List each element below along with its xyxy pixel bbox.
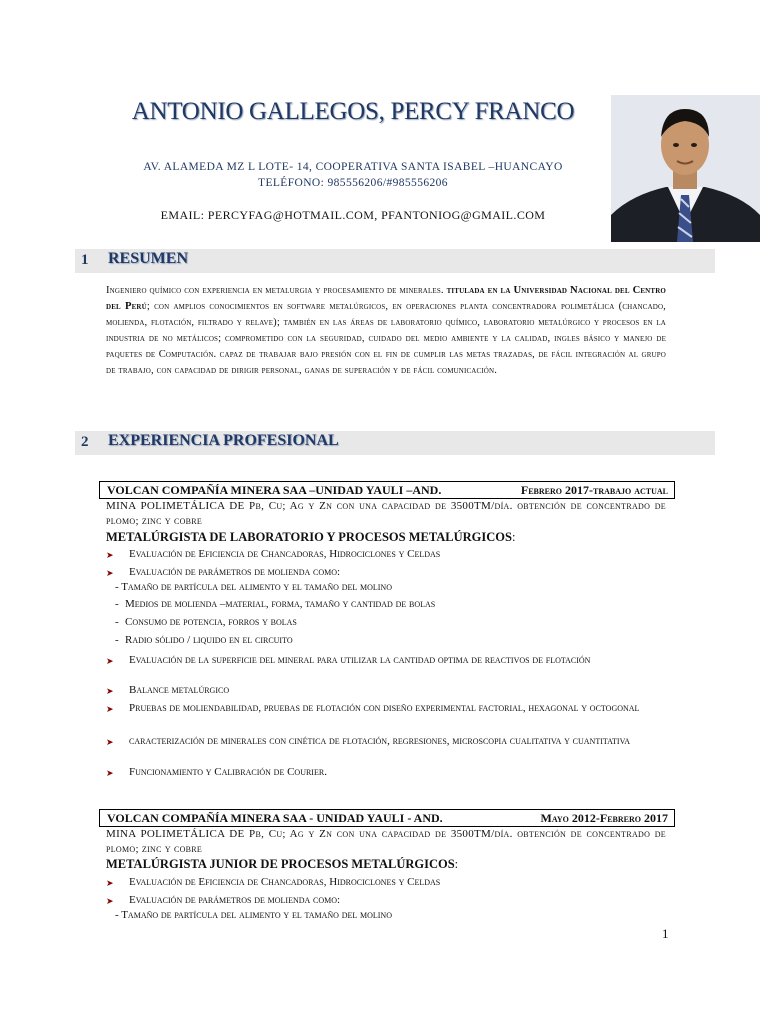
list-item	[106, 734, 666, 749]
job-role-colon: :	[454, 857, 459, 871]
dash-icon: -	[115, 616, 119, 628]
bullet-arrow-icon: ➤	[106, 656, 114, 666]
job-description: MINA POLIMETÁLICA DE Pb, Cu; Ag y Zn con una capacidad de 3500TM/día. obtención de concentrado de plomo; zinc y cobre	[106, 828, 666, 855]
list-item-text: Evaluación de parámetros de molienda como:	[129, 894, 341, 906]
section-title: RESUMEN	[108, 250, 189, 267]
list-item	[106, 565, 666, 580]
summary-text-continued: ; con amplios conocimientos en software metalúrgicos, en operaciones planta concentradora polimetálica (chancado, molienda, flotación, filtrado y relave); también en las áreas de laboratorio químico, laboratorio metalúrgico y procesos en la industria de no metálicos; comprometido con la seguridad, cuidado del medio ambiente y la calidad, ingles básico y manejo de paquetes de Computación. capaz de trabajar bajo presión con el fin de cumplir las metas trazadas, de fácil integración al grupo de trabajo, con capacidad de dirigir personal, ganas de superación y de fácil comunicación.	[106, 301, 666, 376]
bullet-arrow-icon: ➤	[106, 550, 114, 560]
job-role-colon: :	[511, 530, 516, 544]
list-item-text: Evaluación de parámetros de molienda como:	[129, 566, 341, 578]
list-item	[106, 893, 666, 908]
list-item-text: Evaluación de la superficie del mineral para utilizar la cantidad optima de reactivos de flotación	[129, 654, 591, 666]
job-company: VOLCAN COMPAÑÍA MINERA SAA - UNIDAD YAULI - AND.	[107, 811, 443, 825]
summary-paragraph	[106, 283, 666, 379]
bullet-arrow-icon: ➤	[106, 896, 114, 906]
list-item-text: caracterización de minerales con cinética de flotación, regresiones, microscopia cualitativa y cuantitativa	[129, 735, 631, 747]
bullet-arrow-icon: ➤	[106, 704, 114, 714]
sub-item	[115, 598, 435, 610]
sub-item	[115, 616, 297, 628]
list-item	[106, 547, 666, 562]
list-item-text: Balance metalúrgico	[129, 684, 230, 696]
section-header-summary	[75, 249, 715, 273]
address-line: AV. ALAMEDA MZ L LOTE- 14, COOPERATIVA SANTA ISABEL –HUANCAYO	[143, 161, 563, 173]
list-item	[106, 765, 666, 780]
job-role-title: METALÚRGISTA JUNIOR DE PROCESOS METALÚRGICOS	[106, 857, 455, 871]
list-item	[106, 701, 666, 716]
dash-icon: -	[115, 634, 119, 646]
job-company: VOLCAN COMPAÑÍA MINERA SAA –UNIDAD YAULI –AND.	[107, 483, 442, 497]
profile-photo	[611, 95, 760, 242]
bullet-arrow-icon: ➤	[106, 568, 114, 578]
email-line: EMAIL: PERCYFAG@HOTMAIL.COM, PFANTONIOG@GMAIL.COM	[160, 208, 546, 222]
list-item-text: Funcionamiento y Calibración de Courier.	[129, 766, 327, 778]
sub-item: - Tamaño de partícula del alimento y el tamaño del molino	[115, 909, 392, 921]
section-number: 2	[81, 434, 89, 450]
list-item	[106, 875, 666, 890]
sub-item-text: Medios de molienda –material, forma, tamaño y cantidad de bolas	[125, 598, 436, 610]
job-period: Febrero 2017-trabajo actual	[520, 483, 668, 497]
list-item-text: Evaluación de Eficiencia de Chancadoras, Hidrociclones y Celdas	[129, 876, 441, 888]
list-item-text: Evaluación de Eficiencia de Chancadoras, Hidrociclones y Celdas	[129, 548, 441, 560]
job-description: MINA POLIMETÁLICA DE Pb, Cu; Ag y Zn con una capacidad de 3500TM/día. obtención de concentrado de plomo; zinc y cobre	[106, 500, 666, 527]
sub-item	[115, 634, 293, 646]
list-item	[106, 653, 666, 668]
summary-university: titulada en la Universidad Nacional del Centro del Perú	[106, 285, 667, 312]
sub-item-text: Radio sólido / liquido en el circuito	[125, 634, 293, 646]
section-header-experience	[75, 431, 715, 455]
job-header	[99, 809, 675, 827]
dash-icon: -	[115, 598, 119, 610]
summary-text: Ingeniero químico con experiencia en metalurgia y procesamiento de minerales.	[106, 285, 447, 296]
sub-item-text: Consumo de potencia, forros y bolas	[125, 616, 297, 628]
job-role	[106, 530, 515, 545]
bullet-arrow-icon: ➤	[106, 878, 114, 888]
list-item-text: Pruebas de moliendabilidad, pruebas de flotación con diseño experimental factorial, hexagonal y octogonal	[129, 702, 640, 714]
phone-line: TELÉFONO: 985556206/#985556206	[258, 177, 448, 189]
page-number: 1	[662, 926, 669, 941]
list-item	[106, 683, 666, 698]
section-title: EXPERIENCIA PROFESIONAL	[108, 432, 339, 449]
bullet-arrow-icon: ➤	[106, 768, 114, 778]
section-number: 1	[81, 252, 89, 268]
job-period: Mayo 2012-Febrero 2017	[540, 811, 668, 825]
job-header	[99, 481, 675, 499]
job-role-title: METALÚRGISTA DE LABORATORIO Y PROCESOS METALÚRGICOS	[106, 530, 512, 544]
sub-item: - Tamaño de partícula del alimento y el tamaño del molino	[115, 581, 392, 593]
job-role	[106, 857, 458, 872]
bullet-arrow-icon: ➤	[106, 686, 114, 696]
candidate-name: ANTONIO GALLEGOS, PERCY FRANCO	[131, 98, 575, 125]
bullet-arrow-icon: ➤	[106, 737, 114, 747]
